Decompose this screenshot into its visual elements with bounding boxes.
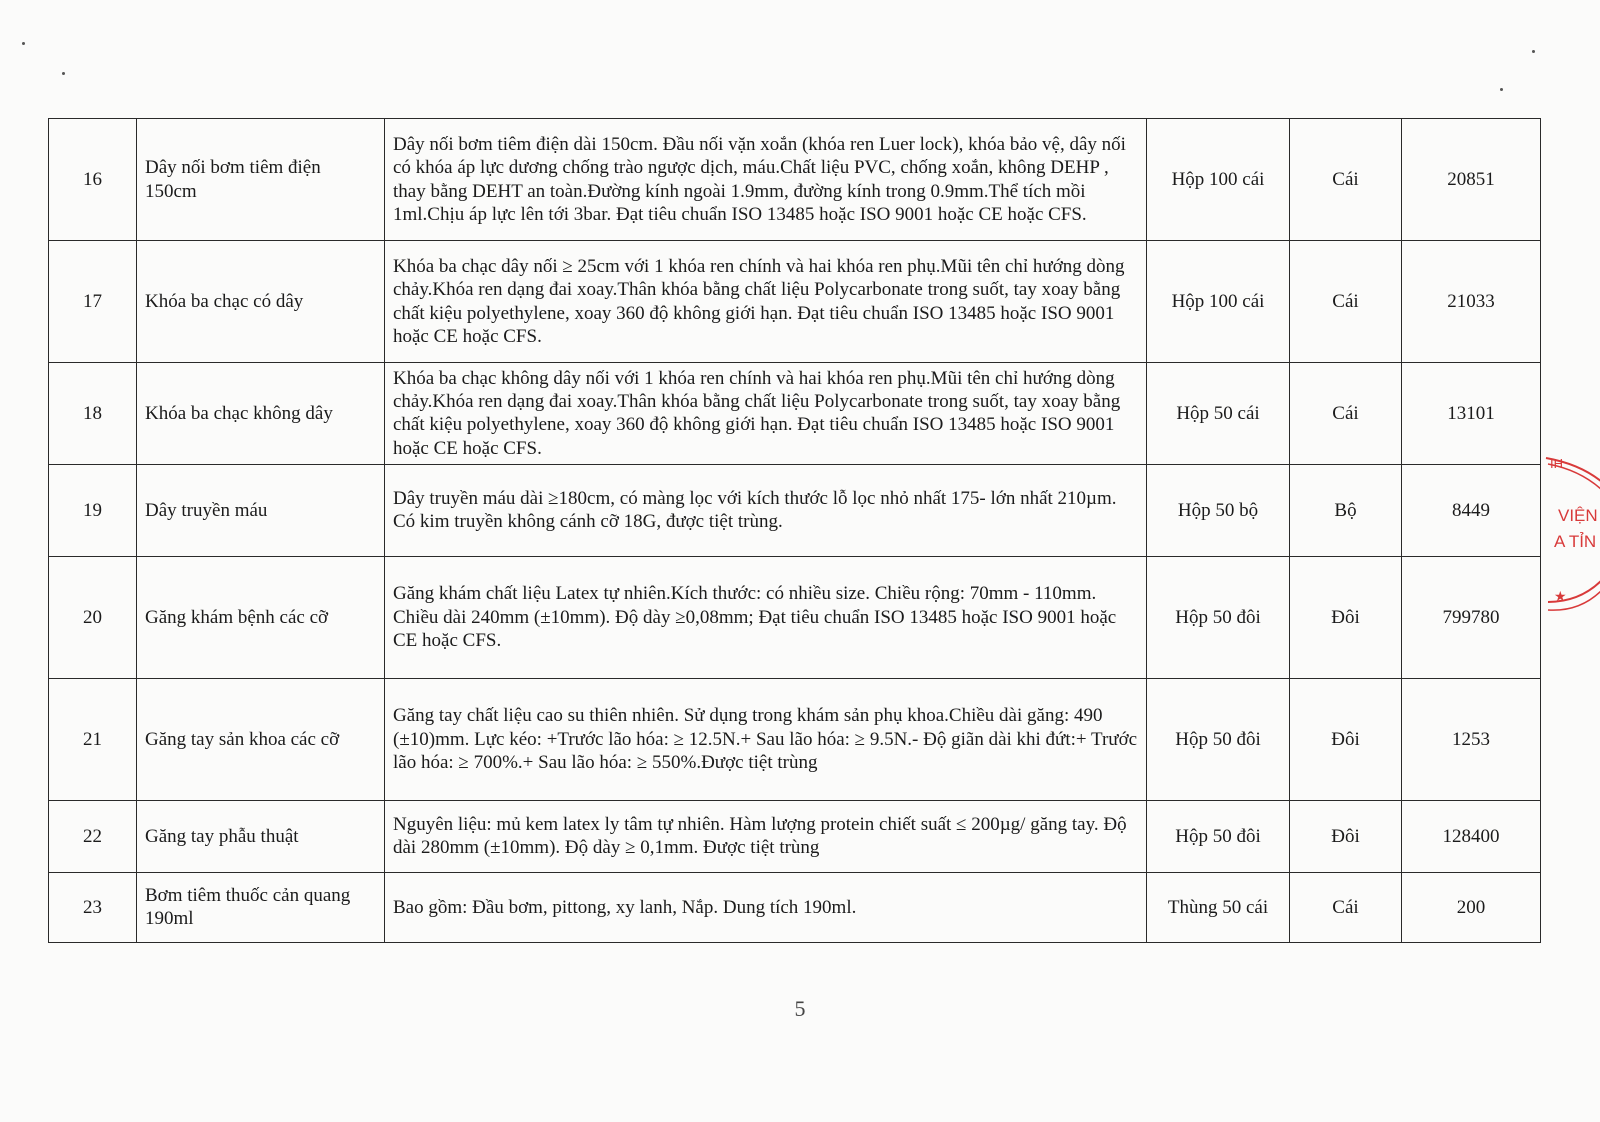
row-number: 17 — [49, 241, 137, 363]
supplies-table — [48, 118, 1541, 943]
item-quantity: 128400 — [1402, 800, 1541, 872]
item-packaging: Hộp 50 đôi — [1147, 800, 1290, 872]
item-name: Găng tay sản khoa các cỡ — [137, 678, 385, 800]
item-unit: Bộ — [1290, 464, 1402, 556]
item-name: Găng tay phẫu thuật — [137, 800, 385, 872]
item-unit: Đôi — [1290, 556, 1402, 678]
item-description: Găng khám chất liệu Latex tự nhiên.Kích thước: có nhiều size. Chiều rộng: 70mm - 110mm. Chiều dài 240mm (±10mm). Độ dày ≥0,08mm; Đạt tiêu chuẩn ISO 13485 hoặc ISO 9001 hoặc CE hoặc CFS. — [385, 556, 1147, 678]
item-quantity: 20851 — [1402, 119, 1541, 241]
item-description: Khóa ba chạc không dây nối với 1 khóa ren chính và hai khóa ren phụ.Mũi tên chỉ hướng dòng chảy.Khóa ren dạng đai xoay.Thân khóa bằng chất liệu Polycarbonate trong suốt, tay xoay bằng chất kiệu polyethylene, xoay 360 độ không giới hạn. Đạt tiêu chuẩn ISO 13485 hoặc ISO 9001 hoặc CE hoặc CFS. — [385, 363, 1147, 465]
row-number: 21 — [49, 678, 137, 800]
row-number: 18 — [49, 363, 137, 465]
item-quantity: 200 — [1402, 872, 1541, 942]
page-number: 5 — [794, 996, 806, 1021]
item-name: Dây nối bơm tiêm điện 150cm — [137, 119, 385, 241]
item-packaging: Hộp 50 cái — [1147, 363, 1290, 465]
scan-speck — [22, 42, 25, 45]
red-seal-stamp — [1540, 452, 1600, 632]
item-name: Bơm tiêm thuốc cản quang 190ml — [137, 872, 385, 942]
item-description: Dây truyền máu dài ≥180cm, có màng lọc với kích thước lỗ lọc nhỏ nhất 175- lớn nhất 210µm. Có kim truyền không cánh cỡ 18G, được tiệt trùng. — [385, 464, 1147, 556]
item-unit: Đôi — [1290, 678, 1402, 800]
item-name: Dây truyền máu — [137, 464, 385, 556]
item-packaging: Hộp 50 đôi — [1147, 556, 1290, 678]
item-packaging: Hộp 100 cái — [1147, 119, 1290, 241]
item-unit: Cái — [1290, 363, 1402, 465]
table-row — [49, 556, 1541, 678]
scan-speck — [1500, 88, 1503, 91]
table-row — [49, 678, 1541, 800]
item-description: Dây nối bơm tiêm điện dài 150cm. Đầu nối vặn xoắn (khóa ren Luer lock), khóa bảo vệ, dây nối có khóa áp lực dương chống trào ngược dịch, máu.Chất liệu PVC, chống xoắn, không DEHP , thay bằng DEHT an toàn.Đường kính ngoài 1.9mm, đường kính trong 0.9mm.Thể tích mồi 1ml.Chịu áp lực lên tới 3bar. Đạt tiêu chuẩn ISO 13485 hoặc ISO 9001 hoặc CE hoặc CFS. — [385, 119, 1147, 241]
star-icon: ★ — [1554, 588, 1567, 604]
scan-speck — [62, 72, 65, 75]
table-row — [49, 800, 1541, 872]
item-unit: Cái — [1290, 872, 1402, 942]
stamp-text: VIỆN — [1558, 506, 1598, 525]
item-quantity: 13101 — [1402, 363, 1541, 465]
item-unit: Cái — [1290, 241, 1402, 363]
table-row — [49, 872, 1541, 942]
row-number: 20 — [49, 556, 137, 678]
item-name: Khóa ba chạc có dây — [137, 241, 385, 363]
item-packaging: Hộp 50 đôi — [1147, 678, 1290, 800]
row-number: 23 — [49, 872, 137, 942]
item-description: Bao gồm: Đầu bơm, pittong, xy lanh, Nắp. Dung tích 190ml. — [385, 872, 1147, 942]
stamp-text: IH — [1550, 456, 1563, 471]
table-row — [49, 464, 1541, 556]
item-description: Khóa ba chạc dây nối ≥ 25cm với 1 khóa ren chính và hai khóa ren phụ.Mũi tên chỉ hướng dòng chảy.Khóa ren dạng đai xoay.Thân khóa bằng chất liệu Polycarbonate trong suốt, tay xoay bằng chất kiệu polyethylene, xoay 360 độ không giới hạn. Đạt tiêu chuẩn ISO 13485 hoặc ISO 9001 hoặc CE hoặc CFS. — [385, 241, 1147, 363]
item-unit: Cái — [1290, 119, 1402, 241]
item-quantity: 799780 — [1402, 556, 1541, 678]
row-number: 22 — [49, 800, 137, 872]
stamp-text: A TỈN — [1554, 532, 1597, 551]
table-row — [49, 241, 1541, 363]
item-quantity: 21033 — [1402, 241, 1541, 363]
item-packaging: Thùng 50 cái — [1147, 872, 1290, 942]
item-name: Khóa ba chạc không dây — [137, 363, 385, 465]
row-number: 16 — [49, 119, 137, 241]
table-row — [49, 119, 1541, 241]
item-name: Găng khám bệnh các cỡ — [137, 556, 385, 678]
scan-speck — [1532, 50, 1535, 53]
item-description: Găng tay chất liệu cao su thiên nhiên. Sử dụng trong khám sản phụ khoa.Chiều dài găng: 490 (±10)mm. Lực kéo: +Trước lão hóa: ≥ 12.5N.+ Sau lão hóa: ≥ 9.5N.- Độ giãn dài khi đứt:+ Trước lão hóa: ≥ 700%.+ Sau lão hóa: ≥ 550%.Được tiệt trùng — [385, 678, 1147, 800]
item-unit: Đôi — [1290, 800, 1402, 872]
item-packaging: Hộp 100 cái — [1147, 241, 1290, 363]
item-quantity: 1253 — [1402, 678, 1541, 800]
row-number: 19 — [49, 464, 137, 556]
item-quantity: 8449 — [1402, 464, 1541, 556]
item-description: Nguyên liệu: mủ kem latex ly tâm tự nhiên. Hàm lượng protein chiết suất ≤ 200µg/ găng tay. Độ dài 280mm (±10mm). Độ dày ≥ 0,1mm. Được tiệt trùng — [385, 800, 1147, 872]
table-row — [49, 363, 1541, 465]
item-packaging: Hộp 50 bộ — [1147, 464, 1290, 556]
